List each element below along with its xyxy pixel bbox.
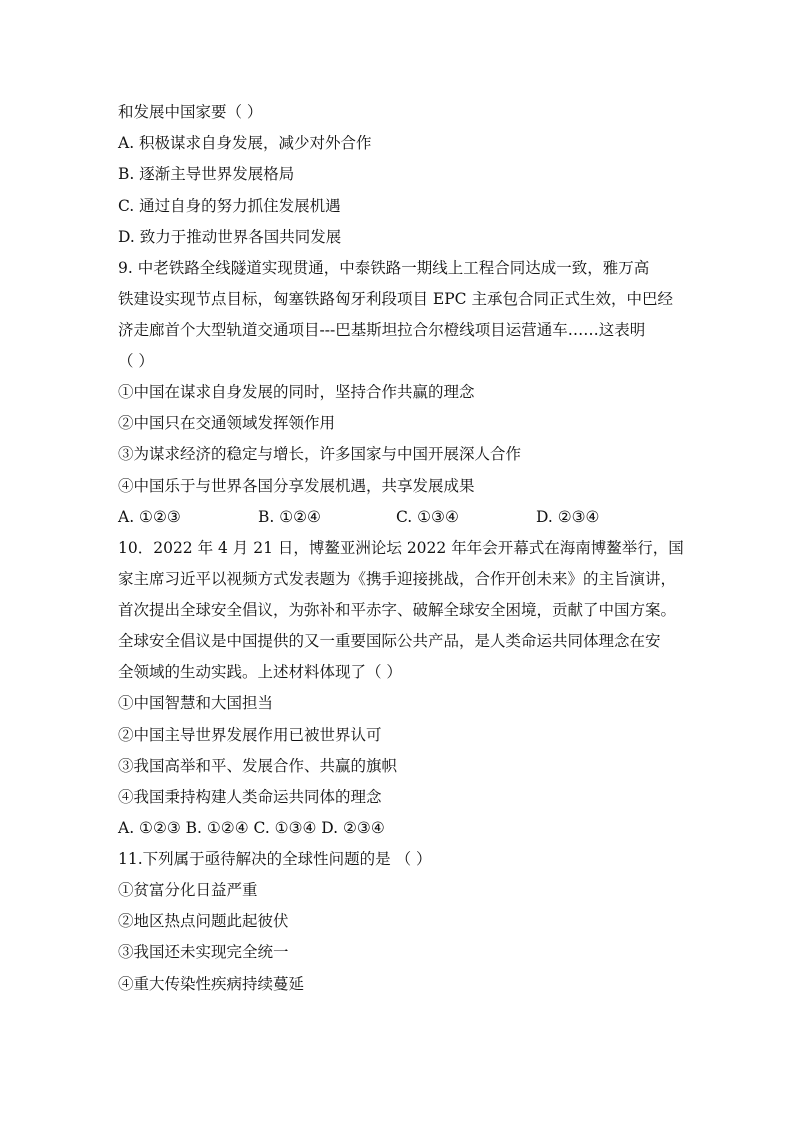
q8-option-a: A. 积极谋求自身发展，减少对外合作 [118, 134, 372, 152]
q8-option-d: D. 致力于推动世界各国共同发展 [118, 228, 342, 246]
q10-stem-line-2: 家主席习近平以视频方式发表题为《携手迎接挑战，合作开创未来》的主旨演讲， [118, 570, 677, 588]
q9-stem-line-1: 9. 中老铁路全线隧道实现贯通，中泰铁路一期线上工程合同达成一致，雅万高 [118, 259, 650, 277]
q9-choice-b: B. ①②④ [258, 508, 321, 526]
q9-stem-line-4: （ ） [118, 352, 154, 370]
q10-stem-line-5: 全领域的生动实践。上述材料体现了（ ） [118, 663, 402, 681]
q9-choice-c: C. ①③④ [396, 508, 459, 526]
q11-stem: 11.下列属于亟待解决的全球性问题的是 （ ） [118, 850, 432, 868]
q10-stem-line-1: 10．2022 年 4 月 21 日，博鳌亚洲论坛 2022 年年会开幕式在海南博鳌举行，国 [118, 539, 684, 557]
q11-statement-3: ③我国还未实现完全统一 [118, 943, 289, 961]
q10-statement-2: ②中国主导世界发展作用已被世界认可 [118, 726, 382, 744]
q10-stem-line-3: 首次提出全球安全倡议，为弥补和平赤字、破解全球安全困境，贡献了中国方案。 [118, 601, 677, 619]
q8-stem-tail: 和发展中国家要（ ） [118, 103, 263, 121]
q10-statement-4: ④我国秉持构建人类命运共同体的理念 [118, 788, 382, 806]
q9-stem-line-3: 济走廊首个大型轨道交通项目---巴基斯坦拉合尔橙线项目运营通车……这表明 [118, 321, 646, 339]
q9-statement-4: ④中国乐于与世界各国分享发展机遇，共享发展成果 [118, 477, 475, 495]
q10-choices: A. ①②③ B. ①②④ C. ①③④ D. ②③④ [118, 819, 385, 837]
q8-option-c: C. 通过自身的努力抓住发展机遇 [118, 197, 341, 215]
q11-statement-2: ②地区热点问题此起彼伏 [118, 912, 289, 930]
q8-option-b: B. 逐渐主导世界发展格局 [118, 165, 295, 183]
q10-statement-3: ③我国高举和平、发展合作、共赢的旗帜 [118, 757, 398, 775]
q9-choice-a: A. ①②③ [118, 508, 181, 526]
q11-statement-1: ①贫富分化日益严重 [118, 881, 258, 899]
q9-statement-2: ②中国只在交通领域发挥领作用 [118, 414, 336, 432]
q10-stem-line-4: 全球安全倡议是中国提供的又一重要国际公共产品，是人类命运共同体理念在安 [118, 632, 661, 650]
q9-statement-1: ①中国在谋求自身发展的同时，坚持合作共赢的理念 [118, 383, 475, 401]
q9-statement-3: ③为谋求经济的稳定与增长，许多国家与中国开展深人合作 [118, 445, 522, 463]
q9-choice-d: D. ②③④ [536, 508, 600, 526]
q9-stem-line-2: 铁建设实现节点目标，匈塞铁路匈牙利段项目 EPC 主承包合同正式生效，中巴经 [118, 290, 673, 308]
q11-statement-4: ④重大传染性疾病持续蔓延 [118, 975, 305, 993]
q10-statement-1: ①中国智慧和大国担当 [118, 694, 274, 712]
